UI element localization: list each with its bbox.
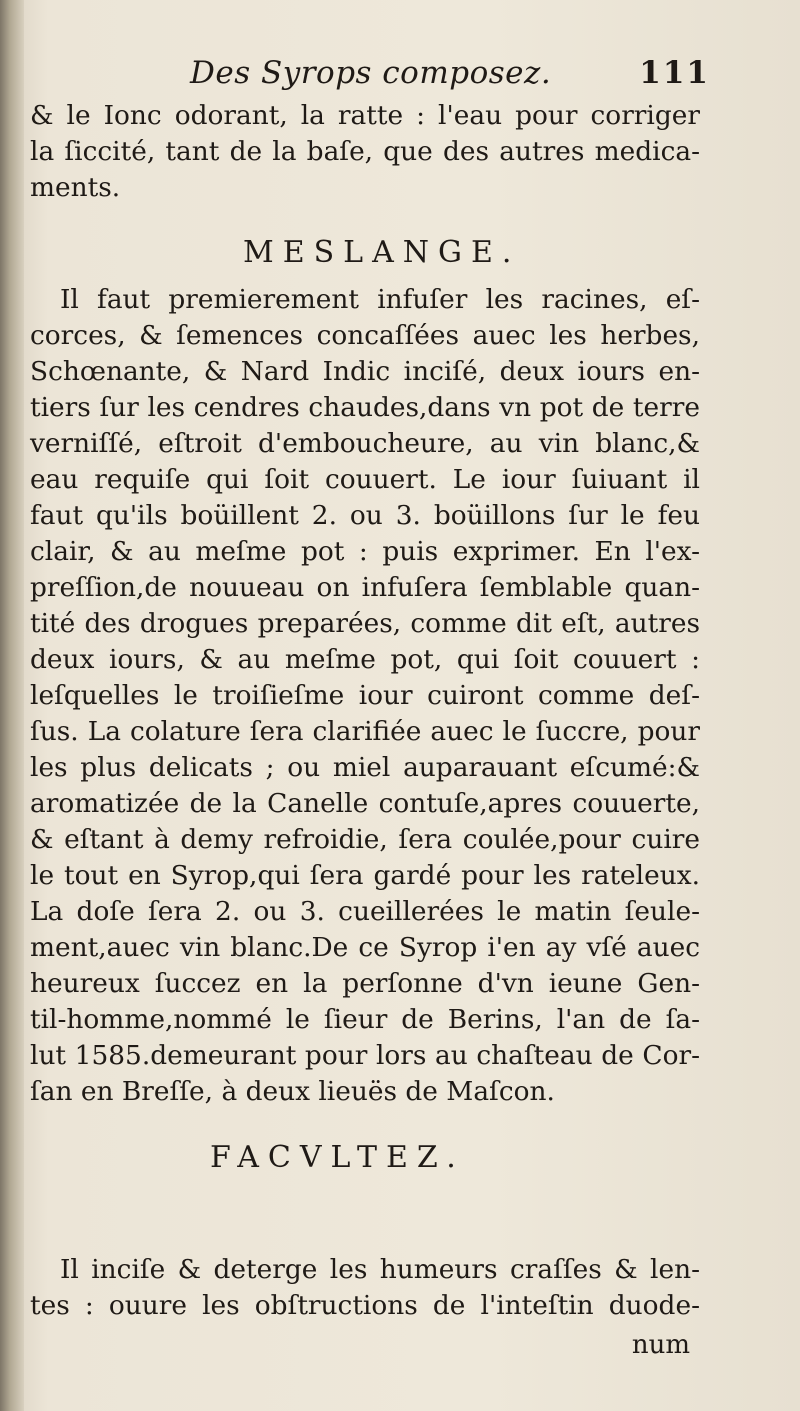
text-line: Schœnante, & Nard Indic inciſé, deux iours en- — [30, 356, 700, 387]
text-line: eau requiſe qui ſoit couuert. Le iour ſuiuant il — [30, 464, 700, 495]
section-title-facultez: FACVLTEZ. — [210, 1140, 465, 1175]
text-line: tiers ſur les cendres chaudes,dans vn pot de terre — [30, 392, 700, 423]
running-title: Des Syrops composez. — [190, 55, 552, 91]
text-line: deux iours, & au meſme pot, qui ſoit couuert : — [30, 644, 700, 675]
text-line: til-homme,nommé le ſieur de Berins, l'an de ſa- — [30, 1004, 700, 1035]
section-title-meslange: MESLANGE. — [243, 235, 521, 270]
binding-gutter — [0, 0, 24, 1411]
text-line: ment,auec vin blanc.De ce Syrop i'en ay vſé auec — [30, 932, 700, 963]
facultez-paragraph — [30, 1252, 700, 1324]
text-line: tes : ouure les obſtructions de l'inteſtin duode- — [30, 1290, 700, 1321]
text-line: aromatizée de la Canelle contuſe,apres couuerte, — [30, 788, 700, 819]
page-number: 111 — [639, 55, 710, 91]
text-line: ments. — [30, 172, 121, 203]
text-line: lut 1585.demeurant pour lors au chaſteau de Cor- — [30, 1040, 700, 1071]
text-line: leſquelles le troiſieſme iour cuiront comme deſ- — [30, 680, 700, 711]
text-line: Il faut premierement infuſer les racines, eſ- — [60, 284, 700, 315]
text-line: corces, & ſemences concaſſées auec les herbes, — [30, 320, 700, 351]
text-line: preſſion,de nouueau on infuſera ſemblable quan- — [30, 572, 700, 603]
text-line: & eſtant à demy refroidie, ſera coulée,pour cuire — [30, 824, 700, 855]
text-line: & le Ionc odorant, la ratte : l'eau pour corriger — [30, 100, 700, 131]
text-line: ſan en Breſſe, à deux lieuës de Maſcon. — [30, 1076, 555, 1107]
text-line: heureux ſuccez en la perſonne d'vn ieune Gen- — [30, 968, 700, 999]
text-line: le tout en Syrop,qui ſera gardé pour les rateleux. — [30, 860, 700, 891]
text-line: clair, & au meſme pot : puis exprimer. En l'ex- — [30, 536, 700, 567]
top-paragraph — [30, 98, 700, 206]
text-line: verniſſé, eſtroit d'emboucheure, au vin blanc,& — [30, 428, 700, 459]
meslange-paragraph — [30, 282, 700, 1110]
text-line: la ſiccité, tant de la baſe, que des autres medica- — [30, 136, 700, 167]
text-line: les plus delicats ; ou miel auparauant eſcumé:& — [30, 752, 700, 783]
catchword: num — [631, 1330, 690, 1360]
text-line: ſus. La colature ſera clarifiée auec le ſuccre, pour — [30, 716, 700, 747]
page-header — [190, 55, 710, 95]
text-line: tité des drogues preparées, comme dit eſt, autres — [30, 608, 700, 639]
text-line: La doſe ſera 2. ou 3. cueillerées le matin ſeule- — [30, 896, 700, 927]
text-line: Il inciſe & deterge les humeurs craſſes & len- — [60, 1254, 700, 1285]
text-line: faut qu'ils boüillent 2. ou 3. boüillons ſur le feu — [30, 500, 700, 531]
